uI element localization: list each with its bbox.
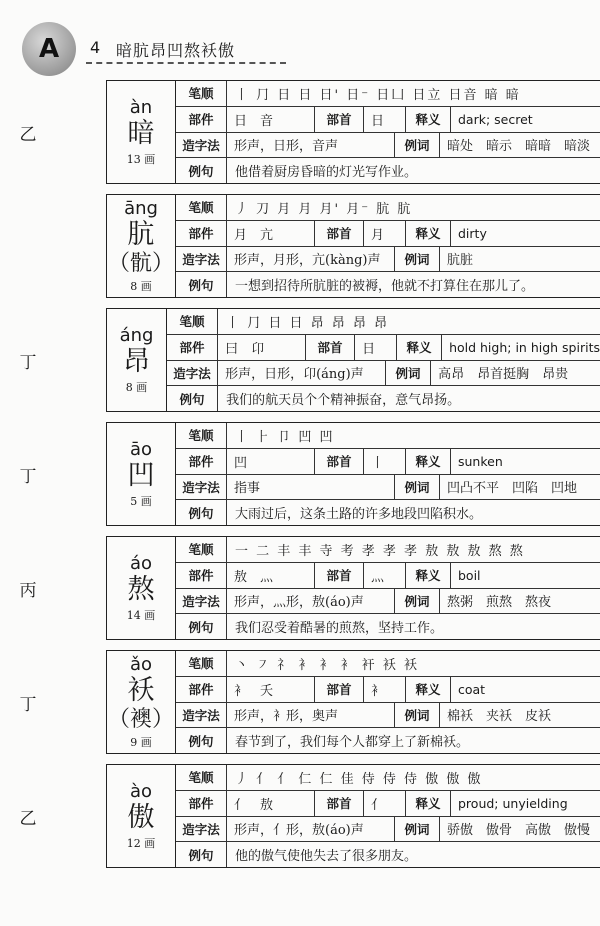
entry-grid <box>176 423 600 525</box>
character-head <box>107 195 176 297</box>
character-head <box>107 423 176 525</box>
words-value: 肮脏 <box>447 253 474 269</box>
pinyin: āng <box>124 198 158 219</box>
label-sentence: 例句 <box>176 614 227 639</box>
stroke-count: 8 画 <box>125 381 148 394</box>
character-entry <box>19 308 600 412</box>
label-parts: 部件 <box>176 107 227 132</box>
label-meaning: 释义 <box>406 563 451 588</box>
label-sentence: 例句 <box>176 158 227 183</box>
character-entry <box>19 764 600 868</box>
parts-row <box>176 677 600 703</box>
label-strokes: 笔顺 <box>176 765 227 790</box>
entry-grid <box>176 537 600 639</box>
label-radical: 部首 <box>306 335 355 360</box>
label-formation: 造字法 <box>176 475 227 500</box>
pinyin: ǎo <box>129 654 153 675</box>
sentence-value: 春节到了，我们每个人都穿上了新棉袄。 <box>235 735 470 751</box>
label-strokes: 笔顺 <box>167 309 218 334</box>
label-radical: 部首 <box>315 563 364 588</box>
stroke-count: 14 画 <box>126 609 156 622</box>
page-title: 暗肮昂凹熬袄傲 <box>116 41 236 60</box>
stroke-order: 丿 亻 亻 仁 仁 佳 侍 侍 侍 傲 傲 傲 <box>235 771 483 787</box>
sentence-value: 大雨过后，这条土路的许多地段凹陷积水。 <box>235 507 483 523</box>
label-radical: 部首 <box>315 677 364 702</box>
label-sentence: 例句 <box>176 728 227 753</box>
formation-value: 指事 <box>227 475 395 500</box>
pinyin: àn <box>129 97 153 118</box>
stroke-order-row <box>176 651 600 677</box>
label-words: 例词 <box>395 589 440 614</box>
character-head <box>107 651 176 753</box>
sentence-row <box>176 842 600 867</box>
sentence-row <box>176 272 600 297</box>
formation-row <box>176 133 600 159</box>
parts-value: 日 音 <box>227 107 315 132</box>
character-entry <box>19 422 600 526</box>
label-strokes: 笔顺 <box>176 81 227 106</box>
character-entry <box>19 80 600 184</box>
label-meaning: 释义 <box>406 677 451 702</box>
parts-row <box>176 449 600 475</box>
character: 袄 <box>127 675 155 706</box>
level-mark: 乙 <box>19 808 37 829</box>
stroke-count: 12 画 <box>126 837 156 850</box>
stroke-order: 一 二 丰 丰 寺 考 孝 孝 孝 敖 敖 敖 熬 熬 <box>235 543 525 559</box>
stroke-count: 13 画 <box>126 153 156 166</box>
formation-row <box>176 247 600 273</box>
radical-value: 丨 <box>364 449 406 474</box>
level-mark: 丁 <box>19 694 37 715</box>
entry-card <box>106 308 600 412</box>
character-head <box>107 765 176 867</box>
stroke-count: 8 画 <box>130 280 152 293</box>
section-badge: A <box>22 22 76 76</box>
formation-value: 形声，月形，亢(kàng)声 <box>227 247 395 272</box>
label-radical: 部首 <box>315 107 364 132</box>
parts-row <box>176 221 600 247</box>
entry-card <box>106 422 600 526</box>
label-meaning: 释义 <box>406 107 451 132</box>
meaning-value: dark; secret <box>458 111 533 127</box>
formation-row <box>176 475 600 501</box>
entry-card <box>106 80 600 184</box>
formation-value: 形声，日形，卬(áng)声 <box>218 361 386 386</box>
parts-value: 衤 夭 <box>227 677 315 702</box>
entry-card <box>106 194 600 298</box>
label-words: 例词 <box>395 475 440 500</box>
words-value: 骄傲 傲骨 高傲 傲慢 <box>447 823 591 839</box>
level-mark <box>8 194 48 298</box>
entry-card <box>106 650 600 754</box>
stroke-order-row <box>176 195 600 221</box>
sentence-value: 他的傲气使他失去了很多朋友。 <box>235 849 418 865</box>
traditional-variant: （襖） <box>107 707 174 732</box>
label-words: 例词 <box>386 361 431 386</box>
character-head <box>107 81 176 183</box>
stroke-order: 丨 ⺆ 日 日 日' 日⁻ 日⼐ 日立 日音 暗 暗 <box>235 87 521 103</box>
meaning-value: sunken <box>458 453 503 469</box>
stroke-count: 9 画 <box>130 736 152 749</box>
stroke-order-row <box>167 309 600 335</box>
formation-row <box>176 703 600 729</box>
parts-value: 敖 灬 <box>227 563 315 588</box>
entry-card <box>106 536 600 640</box>
label-radical: 部首 <box>315 221 364 246</box>
level-mark: 丙 <box>19 580 37 601</box>
pinyin: ào <box>129 781 153 802</box>
character: 肮 <box>127 219 155 250</box>
words-value: 高昂 昂首挺胸 昂贵 <box>438 367 569 383</box>
stroke-order: 丨 ⺊ 卩 凹 凹 <box>235 429 335 445</box>
label-radical: 部首 <box>315 449 364 474</box>
label-formation: 造字法 <box>167 361 218 386</box>
entry-grid <box>176 651 600 753</box>
header-dashed-rule <box>86 62 286 64</box>
sentence-row <box>176 614 600 639</box>
label-formation: 造字法 <box>176 133 227 158</box>
words-value: 凹凸不平 凹陷 凹地 <box>447 481 578 497</box>
pinyin: áo <box>129 553 153 574</box>
parts-value: 曰 卬 <box>218 335 306 360</box>
label-meaning: 释义 <box>406 221 451 246</box>
radical-value: 月 <box>364 221 406 246</box>
entry-grid <box>176 195 600 297</box>
entry-card <box>106 764 600 868</box>
character-entry <box>70 194 600 298</box>
level-mark: 丁 <box>19 466 37 487</box>
radical-value: 灬 <box>364 563 406 588</box>
formation-value: 形声，衤形，奥声 <box>227 703 395 728</box>
level-mark: 乙 <box>19 124 37 145</box>
label-strokes: 笔顺 <box>176 423 227 448</box>
label-sentence: 例句 <box>176 842 227 867</box>
label-formation: 造字法 <box>176 247 227 272</box>
formation-row <box>176 589 600 615</box>
label-formation: 造字法 <box>176 589 227 614</box>
label-strokes: 笔顺 <box>176 537 227 562</box>
meaning-value: proud; unyielding <box>458 795 568 811</box>
character-entry <box>19 536 600 640</box>
label-sentence: 例句 <box>176 272 227 297</box>
stroke-order: 丿 刀 月 月 月' 月⁻ 肮 肮 <box>235 201 413 217</box>
stroke-order: 丨 ⺆ 日 日 昂 昂 昂 昂 <box>226 315 389 331</box>
label-parts: 部件 <box>176 221 227 246</box>
label-parts: 部件 <box>176 677 227 702</box>
stroke-order-row <box>176 537 600 563</box>
page-number: 4 <box>90 38 101 57</box>
pinyin: áng <box>119 325 154 346</box>
sentence-value: 一想到招待所肮脏的被褥，他就不打算住在那儿了。 <box>235 279 535 295</box>
sentence-value: 我们的航天员个个精神振奋，意气昂扬。 <box>226 393 461 409</box>
label-parts: 部件 <box>176 563 227 588</box>
character: 傲 <box>127 802 155 833</box>
words-value: 熬粥 煎熬 熬夜 <box>447 595 552 611</box>
entry-grid <box>176 765 600 867</box>
label-parts: 部件 <box>176 791 227 816</box>
sentence-row <box>176 728 600 753</box>
parts-value: 月 亢 <box>227 221 315 246</box>
stroke-order-row <box>176 81 600 107</box>
radical-value: 衤 <box>364 677 406 702</box>
label-meaning: 释义 <box>406 449 451 474</box>
pinyin: āo <box>129 439 153 460</box>
sentence-value: 他借着厨房昏暗的灯光写作业。 <box>235 165 418 181</box>
meaning-value: hold high; in high spirits <box>449 339 600 355</box>
meaning-value: coat <box>458 681 486 697</box>
label-sentence: 例句 <box>176 500 227 525</box>
level-mark: 丁 <box>19 352 37 373</box>
meaning-value: boil <box>458 567 481 583</box>
label-formation: 造字法 <box>176 817 227 842</box>
formation-value: 形声，灬形，敖(áo)声 <box>227 589 395 614</box>
label-radical: 部首 <box>315 791 364 816</box>
stroke-order: 丶 ㇇ 礻 衤 衤 衤 衦 袄 袄 <box>235 657 420 673</box>
character: 熬 <box>127 574 155 605</box>
meaning-value: dirty <box>458 225 487 241</box>
label-meaning: 释义 <box>406 791 451 816</box>
label-words: 例词 <box>395 247 440 272</box>
sentence-row <box>176 500 600 525</box>
formation-value: 形声，亻形，敖(áo)声 <box>227 817 395 842</box>
parts-row <box>167 335 600 361</box>
label-parts: 部件 <box>176 449 227 474</box>
label-meaning: 释义 <box>397 335 442 360</box>
parts-row <box>176 563 600 589</box>
label-parts: 部件 <box>167 335 218 360</box>
character-head <box>107 309 167 411</box>
stroke-count: 5 画 <box>130 495 152 508</box>
parts-row <box>176 107 600 133</box>
parts-value: 凹 <box>227 449 315 474</box>
label-strokes: 笔顺 <box>176 651 227 676</box>
entry-grid <box>176 81 600 183</box>
page-header <box>0 0 600 70</box>
sentence-row <box>176 158 600 183</box>
character: 凹 <box>127 460 155 491</box>
character-head <box>107 537 176 639</box>
formation-value: 形声，日形，音声 <box>227 133 395 158</box>
label-words: 例词 <box>395 817 440 842</box>
label-sentence: 例句 <box>167 386 218 411</box>
label-words: 例词 <box>395 703 440 728</box>
radical-value: 日 <box>364 107 406 132</box>
parts-row <box>176 791 600 817</box>
radical-value: 亻 <box>364 791 406 816</box>
parts-value: 亻 敖 <box>227 791 315 816</box>
stroke-order-row <box>176 423 600 449</box>
formation-row <box>176 817 600 843</box>
entry-list <box>19 80 600 878</box>
sentence-value: 我们忍受着酷暑的煎熬，坚持工作。 <box>235 621 444 637</box>
label-formation: 造字法 <box>176 703 227 728</box>
sentence-row <box>167 386 600 411</box>
character: 暗 <box>127 118 155 149</box>
words-value: 棉袄 夹袄 皮袄 <box>447 709 552 725</box>
words-value: 暗处 暗示 暗暗 暗淡 <box>447 139 591 155</box>
character-entry <box>19 650 600 754</box>
traditional-variant: （骯） <box>107 251 174 276</box>
label-strokes: 笔顺 <box>176 195 227 220</box>
label-words: 例词 <box>395 133 440 158</box>
entry-grid <box>167 309 600 411</box>
character: 昂 <box>123 346 151 377</box>
radical-value: 日 <box>355 335 397 360</box>
formation-row <box>167 361 600 387</box>
stroke-order-row <box>176 765 600 791</box>
